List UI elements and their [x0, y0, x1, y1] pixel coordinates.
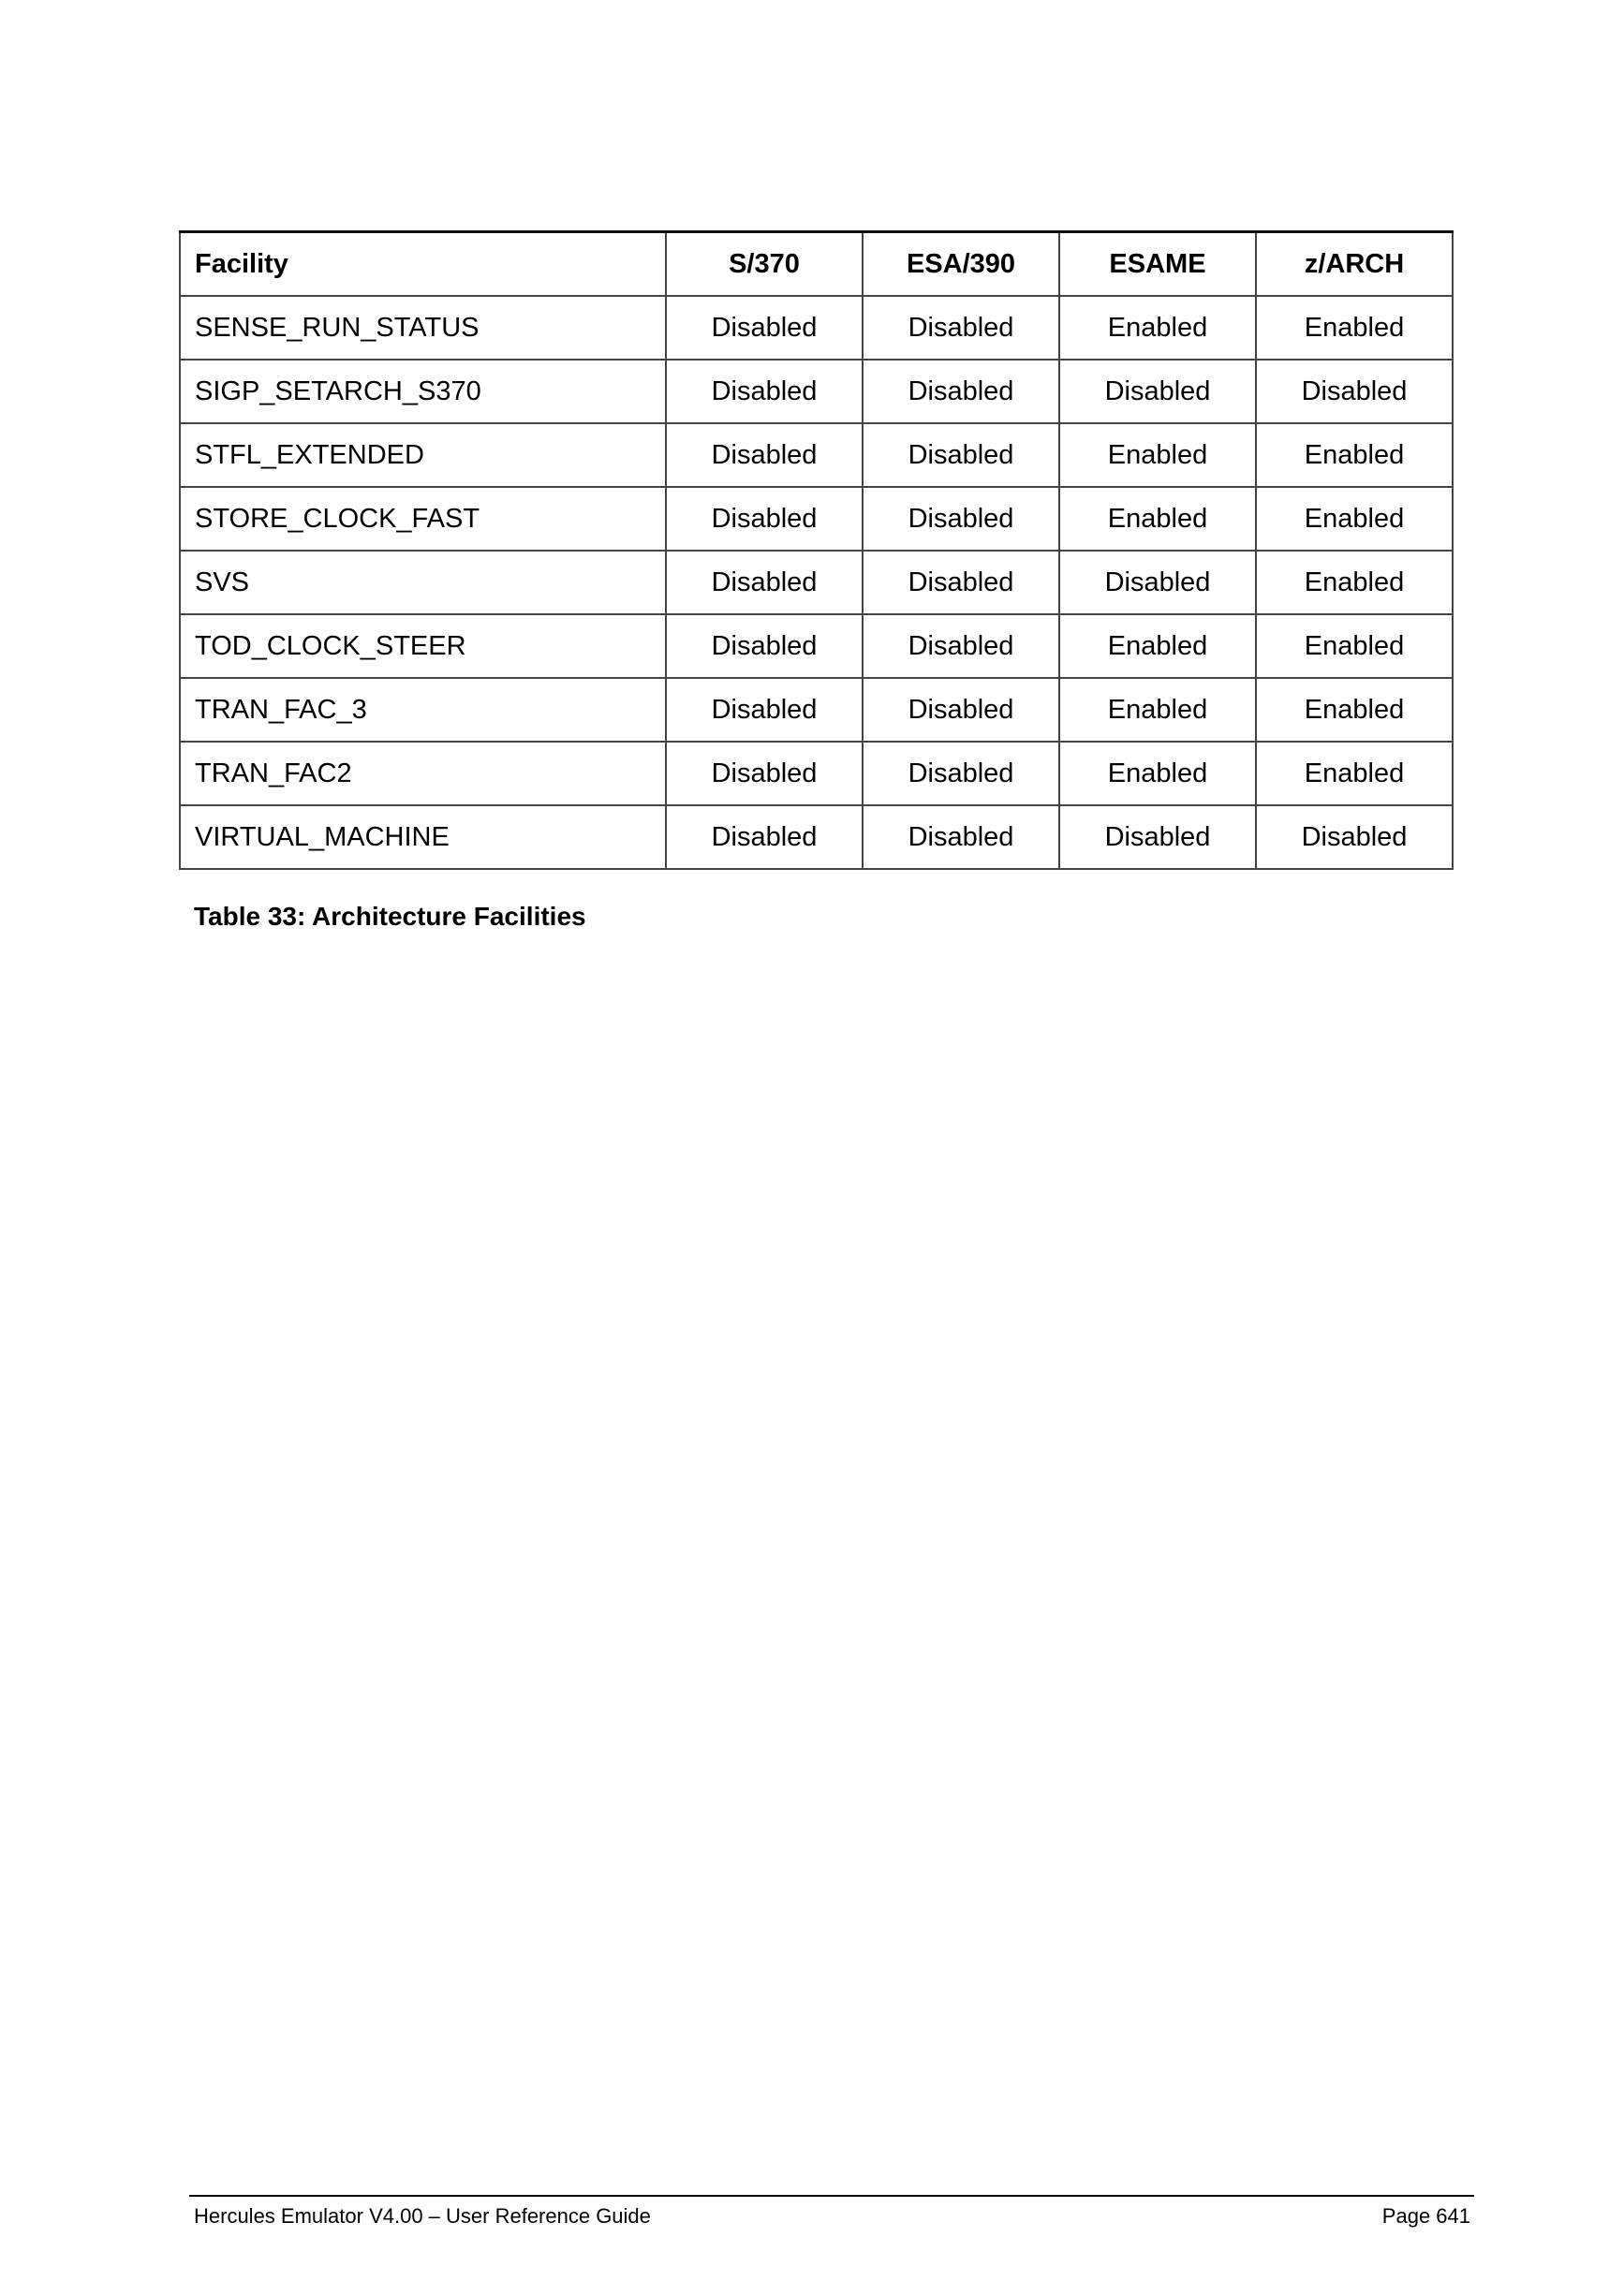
cell-facility: TRAN_FAC2 — [180, 742, 666, 805]
cell-esa390: Disabled — [863, 360, 1059, 423]
cell-facility: STORE_CLOCK_FAST — [180, 487, 666, 551]
cell-zarch: Enabled — [1256, 487, 1453, 551]
cell-esa390: Disabled — [863, 551, 1059, 614]
cell-esame: Enabled — [1059, 296, 1256, 360]
cell-zarch: Enabled — [1256, 296, 1453, 360]
cell-esame: Disabled — [1059, 805, 1256, 869]
table-row — [180, 487, 1453, 551]
cell-esa390: Disabled — [863, 805, 1059, 869]
cell-zarch: Enabled — [1256, 742, 1453, 805]
table-row — [180, 805, 1453, 869]
cell-s370: Disabled — [666, 360, 863, 423]
cell-s370: Disabled — [666, 742, 863, 805]
table-body — [180, 296, 1453, 869]
header-esa390: ESA/390 — [863, 232, 1059, 297]
cell-facility: VIRTUAL_MACHINE — [180, 805, 666, 869]
cell-s370: Disabled — [666, 551, 863, 614]
cell-s370: Disabled — [666, 487, 863, 551]
cell-s370: Disabled — [666, 296, 863, 360]
cell-esa390: Disabled — [863, 296, 1059, 360]
header-esame: ESAME — [1059, 232, 1256, 297]
cell-s370: Disabled — [666, 423, 863, 487]
cell-esame: Enabled — [1059, 423, 1256, 487]
cell-zarch: Enabled — [1256, 551, 1453, 614]
cell-s370: Disabled — [666, 678, 863, 742]
table-row — [180, 742, 1453, 805]
cell-zarch: Disabled — [1256, 805, 1453, 869]
cell-esame: Enabled — [1059, 742, 1256, 805]
cell-esa390: Disabled — [863, 487, 1059, 551]
header-facility: Facility — [180, 232, 666, 297]
cell-zarch: Enabled — [1256, 614, 1453, 678]
footer-page-number: Page 641 — [1381, 2204, 1470, 2228]
footer-divider — [189, 2195, 1474, 2197]
cell-s370: Disabled — [666, 805, 863, 869]
cell-esame: Disabled — [1059, 551, 1256, 614]
cell-esa390: Disabled — [863, 614, 1059, 678]
cell-esame: Enabled — [1059, 487, 1256, 551]
cell-facility: STFL_EXTENDED — [180, 423, 666, 487]
cell-facility: SIGP_SETARCH_S370 — [180, 360, 666, 423]
cell-zarch: Disabled — [1256, 360, 1453, 423]
architecture-facilities-table — [179, 230, 1454, 870]
cell-esa390: Disabled — [863, 742, 1059, 805]
cell-esa390: Disabled — [863, 678, 1059, 742]
table-row — [180, 551, 1453, 614]
table-row — [180, 296, 1453, 360]
cell-facility: TRAN_FAC_3 — [180, 678, 666, 742]
footer-document-title: Hercules Emulator V4.00 – User Reference Guide — [194, 2204, 651, 2228]
cell-esa390: Disabled — [863, 423, 1059, 487]
table-row — [180, 614, 1453, 678]
table-row — [180, 360, 1453, 423]
table-caption: Table 33: Architecture Facilities — [194, 902, 586, 931]
cell-esame: Enabled — [1059, 678, 1256, 742]
header-zarch: z/ARCH — [1256, 232, 1453, 297]
table-row — [180, 423, 1453, 487]
cell-zarch: Enabled — [1256, 678, 1453, 742]
header-s370: S/370 — [666, 232, 863, 297]
cell-esame: Enabled — [1059, 614, 1256, 678]
table-row — [180, 678, 1453, 742]
cell-s370: Disabled — [666, 614, 863, 678]
cell-facility: SENSE_RUN_STATUS — [180, 296, 666, 360]
table-header-row — [180, 232, 1453, 297]
cell-facility: TOD_CLOCK_STEER — [180, 614, 666, 678]
cell-zarch: Enabled — [1256, 423, 1453, 487]
cell-facility: SVS — [180, 551, 666, 614]
cell-esame: Disabled — [1059, 360, 1256, 423]
